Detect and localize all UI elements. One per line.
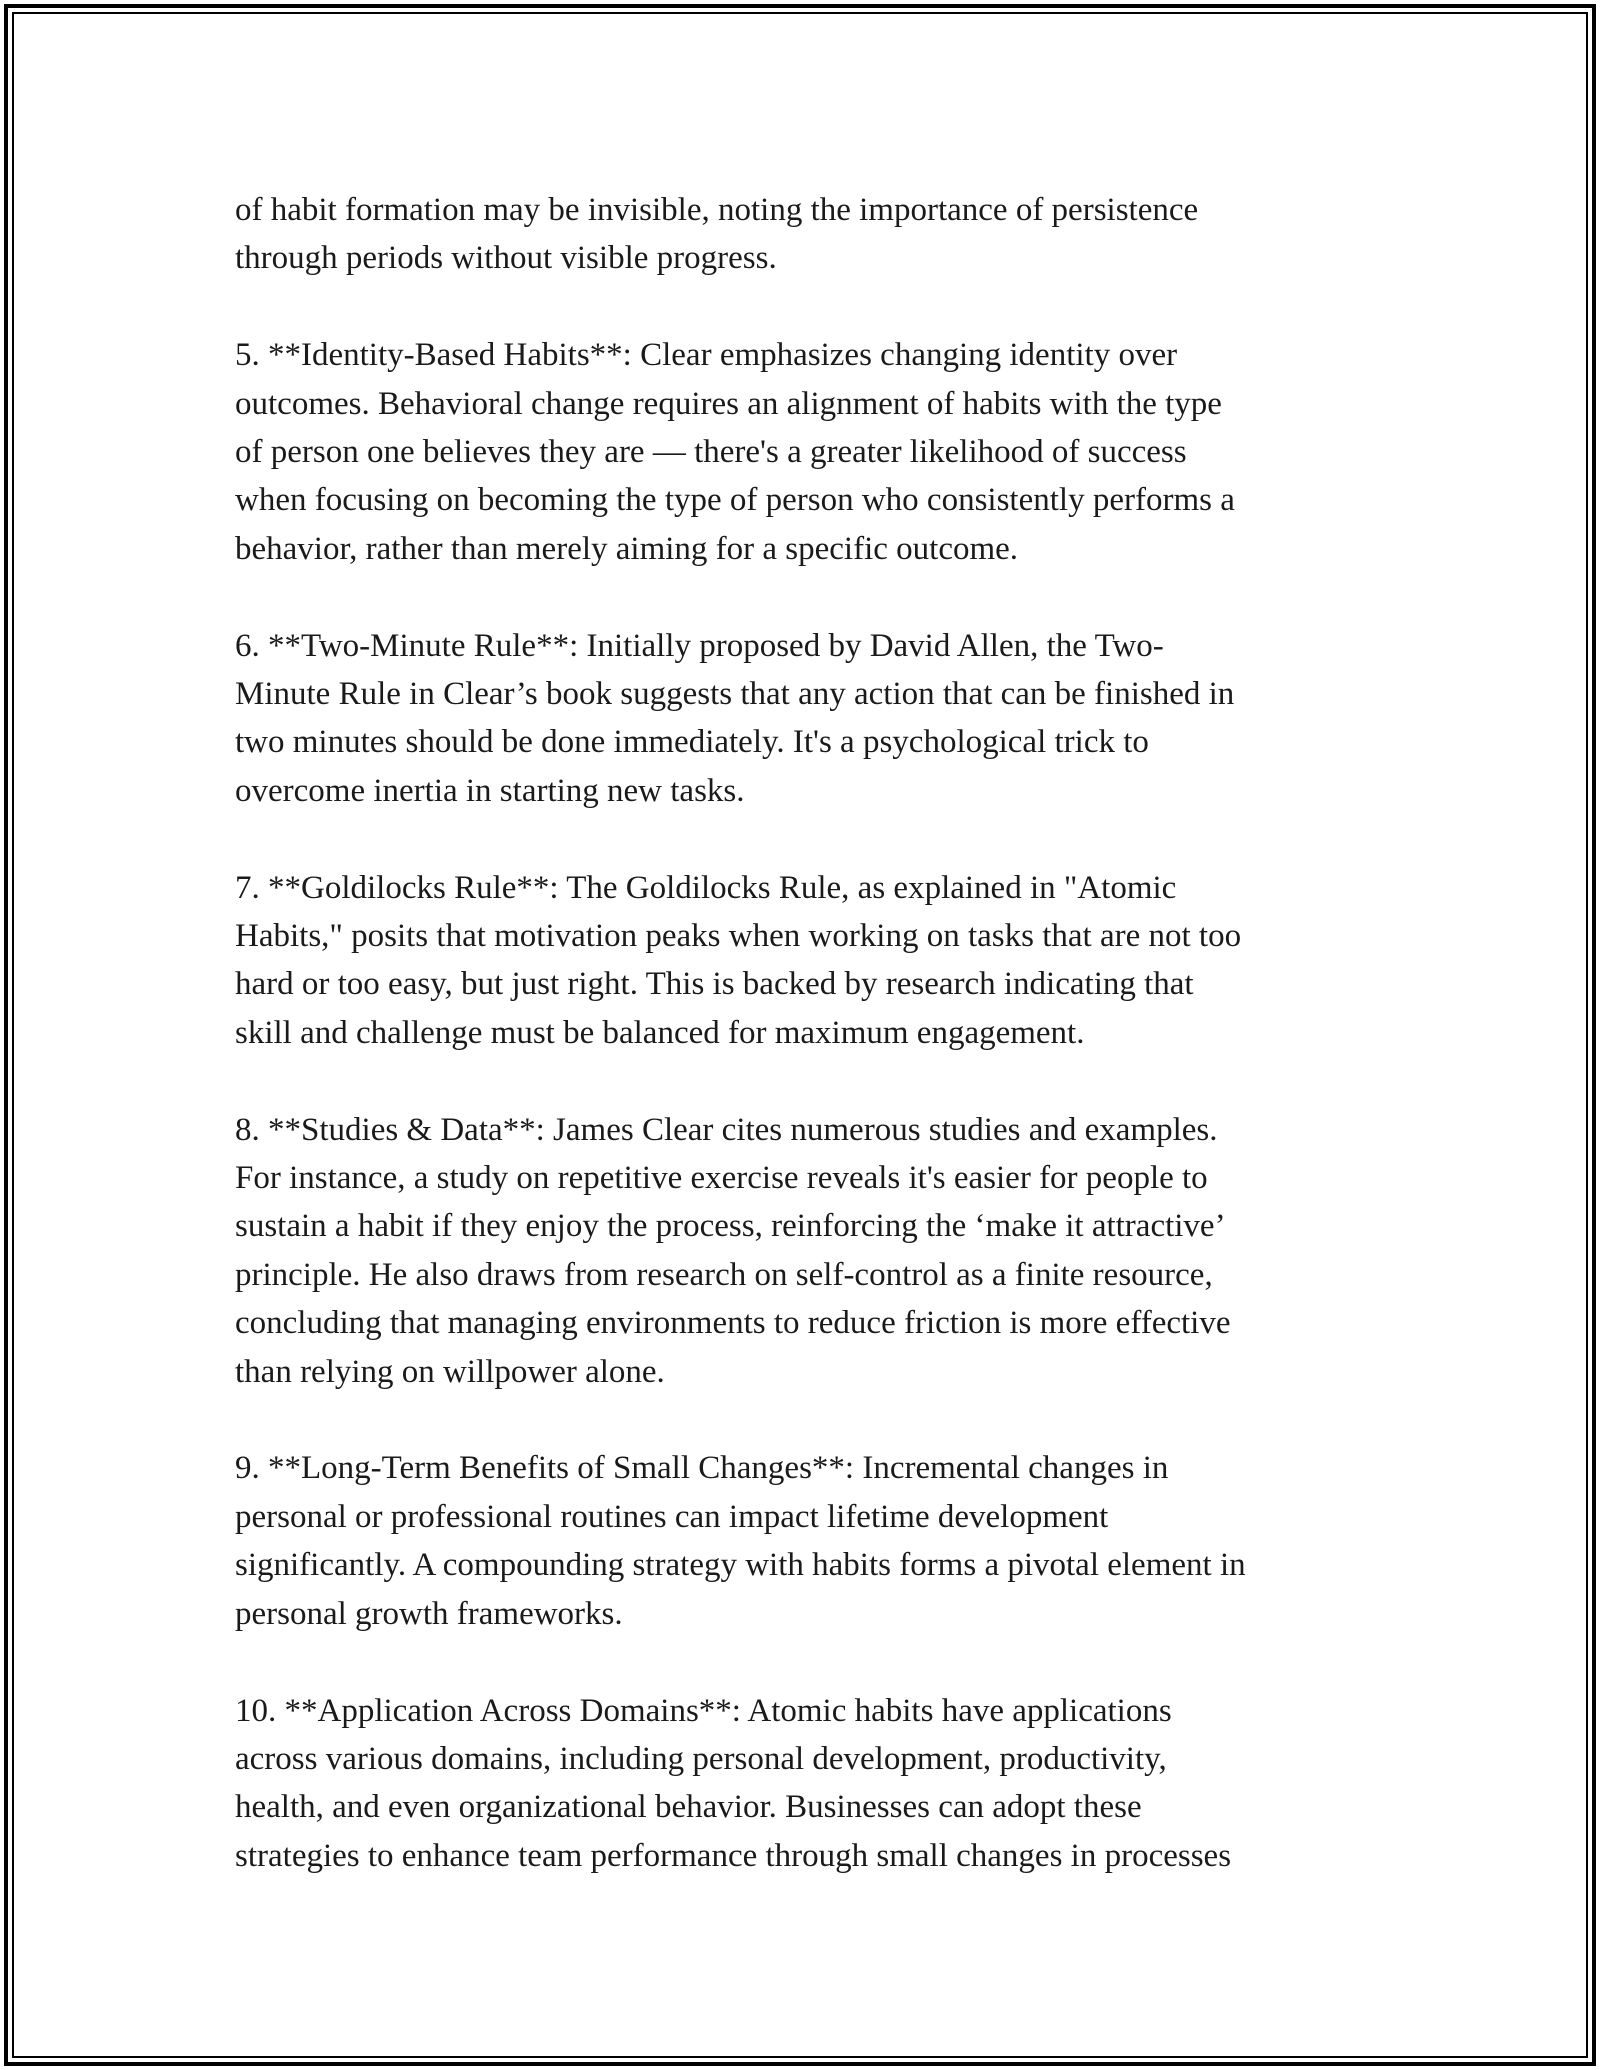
paragraph-continuation: of habit formation may be invisible, noting the importance of persistence through periods without visible progress. — [235, 192, 1199, 277]
paragraph-goldilocks-rule: 7. **Goldilocks Rule**: The Goldilocks Rule, as explained in "Atomic Habits," posits that motivation peaks when working on tasks that are not too hard or too easy, but just right. This is backed by research indicating that skill and challenge must be balanced for maximum engagement. — [235, 869, 1242, 1051]
paragraph-identity-based-habits: 5. **Identity-Based Habits**: Clear emphasizes changing identity over outcomes. Behavioral change requires an alignment of habits with the type of person one believes they are — there's a greater likelihood of success when focusing on becoming the type of person who consistently performs a behavior, rather than merely aiming for a specific outcome. — [235, 337, 1235, 567]
paragraph-studies-data: 8. **Studies & Data**: James Clear cites numerous studies and examples. For instance, a study on repetitive exercise reveals it's easier for people to sustain a habit if they enjoy the process, reinforcing the ‘make it attractive’ principle. He also draws from research on self-control as a finite resource, concluding that managing environments to reduce friction is more effective than relying on willpower alone. — [235, 1111, 1231, 1390]
paragraph-long-term-benefits: 9. **Long-Term Benefits of Small Changes**: Incremental changes in personal or professional routines can impact lifetime development significantly. A compounding strategy with habits forms a pivotal element in personal growth frameworks. — [235, 1450, 1246, 1632]
paragraph-application-across-domains: 10. **Application Across Domains**: Atomic habits have applications across various domains, including personal development, productivity, health, and even organizational behavior. Businesses can adopt these strategies to enhance team performance through small changes in processes — [235, 1692, 1232, 1874]
document-body — [235, 186, 1375, 1880]
paragraph-two-minute-rule: 6. **Two-Minute Rule**: Initially proposed by David Allen, the Two- Minute Rule in Clear’s book suggests that any action that can be finished in two minutes should be done immediately. It's a psychological trick to overcome inertia in starting new tasks. — [235, 627, 1235, 809]
